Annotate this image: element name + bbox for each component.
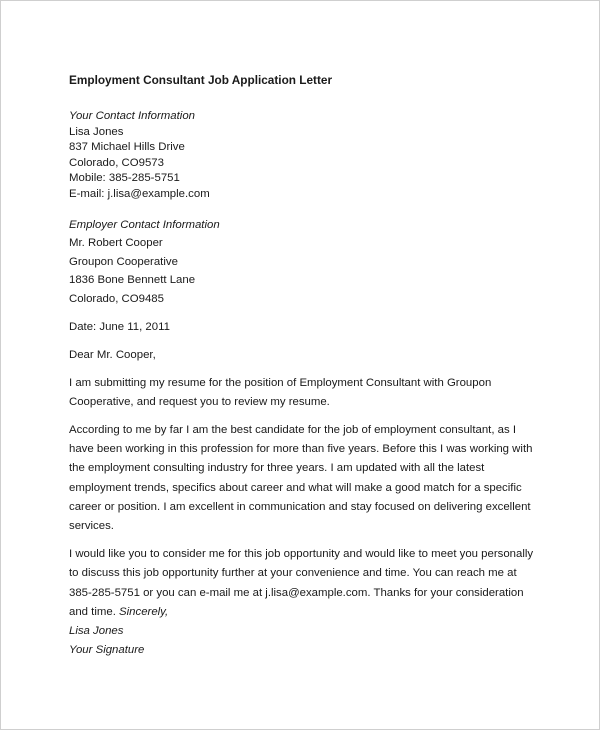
sender-street: 837 Michael Hills Drive bbox=[69, 141, 185, 154]
sender-mobile: Mobile: 385-285-5751 bbox=[69, 172, 180, 185]
salutation: Dear Mr. Cooper, bbox=[69, 348, 156, 361]
paragraph-2: According to me by far I am the best candidate for the job of employment consultant, as I have been working in this profession for more than five years. Before this I was working with the employment consulting industry for three years. I am updated with all the latest employment trends, specifics about career and what will make a good match for a specific career or position. I am excellent in communication and stay focused on delivering excellent services. bbox=[69, 423, 533, 532]
employer-contact-block bbox=[69, 216, 539, 309]
your-contact-block bbox=[69, 109, 539, 203]
letter-title: Employment Consultant Job Application Letter bbox=[69, 73, 333, 87]
employer-contact-heading: Employer Contact Information bbox=[69, 218, 220, 231]
your-contact-heading: Your Contact Information bbox=[69, 110, 195, 122]
employer-company: Groupon Cooperative bbox=[69, 255, 178, 268]
paragraph-3-wrapper bbox=[69, 545, 539, 622]
letter-body bbox=[69, 73, 539, 660]
paragraph-1: I am submitting my resume for the position of Employment Consultant with Groupon Cooperative, and request you to review my resume. bbox=[69, 376, 492, 408]
paragraph-3: I would like you to consider me for this job opportunity and would like to meet you personally to discuss this job opportunity further at your convenience and time. You can reach me at 385-285-5751 or you can e-mail me at j.lisa@example.com. Thanks for your consideration and time. bbox=[69, 548, 534, 618]
employer-name: Mr. Robert Cooper bbox=[69, 237, 163, 250]
letter-date: Date: June 11, 2011 bbox=[69, 320, 170, 333]
signature: Your Signature bbox=[69, 643, 145, 656]
sender-city: Colorado, CO9573 bbox=[69, 156, 164, 169]
closing: Sincerely, bbox=[119, 605, 169, 618]
employer-street: 1836 Bone Bennett Lane bbox=[69, 274, 196, 287]
sender-email: E-mail: j.lisa@example.com bbox=[69, 187, 210, 200]
employer-city: Colorado, CO9485 bbox=[69, 292, 164, 305]
signer-name: Lisa Jones bbox=[69, 624, 124, 637]
sender-name: Lisa Jones bbox=[69, 125, 124, 138]
